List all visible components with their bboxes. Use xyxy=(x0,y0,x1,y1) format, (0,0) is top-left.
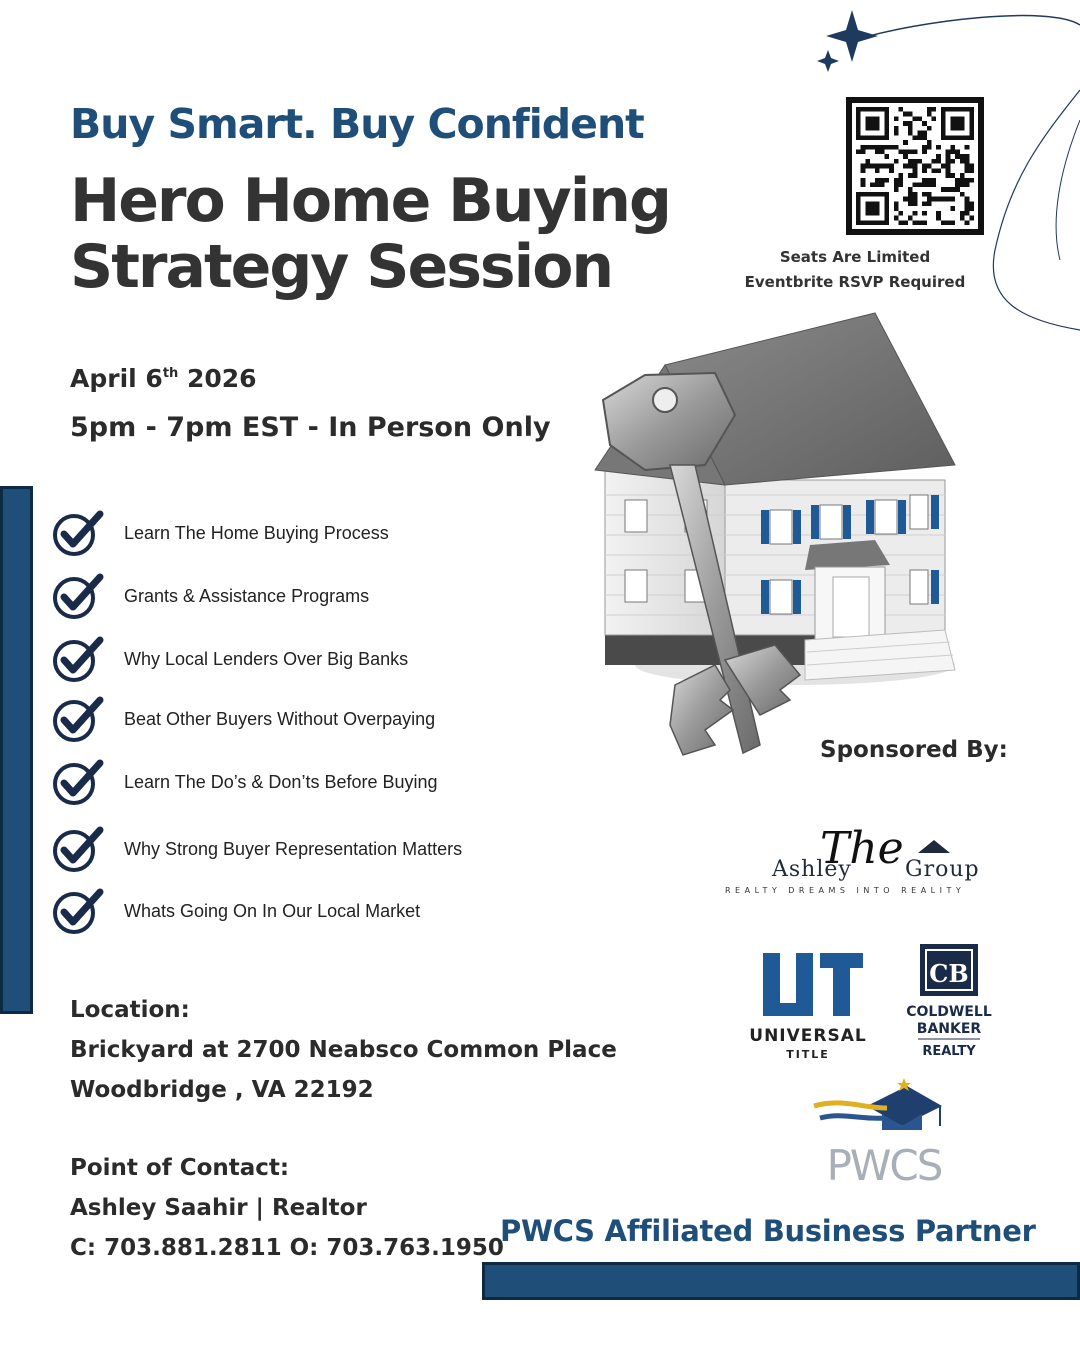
coldwell-banker-logo xyxy=(898,942,1008,1064)
event-time: 5pm - 7pm EST - In Person Only xyxy=(70,412,551,443)
rsvp-required-text: Eventbrite RSVP Required xyxy=(744,273,966,291)
checklist-item-text: Learn The Do’s & Don’ts Before Buying xyxy=(124,771,438,792)
location-address-line2: Woodbridge , VA 22192 xyxy=(70,1077,374,1103)
ashley-group-tagline: REALTY DREAMS INTO REALITY xyxy=(725,886,966,895)
ashley-word: Ashley xyxy=(772,857,852,882)
tagline: Buy Smart. Buy Confident xyxy=(70,100,644,148)
checkmark-icon xyxy=(50,694,108,744)
contact-name: Ashley Saahir | Realtor xyxy=(70,1195,367,1221)
checkmark-icon xyxy=(50,634,108,684)
left-accent-bar xyxy=(0,486,33,1014)
star-icon xyxy=(826,10,878,62)
list-item xyxy=(50,824,462,874)
checklist-item-text: Learn The Home Buying Process xyxy=(124,522,389,543)
coldwell-text: COLDWELL xyxy=(906,1004,992,1020)
partner-text: PWCS Affiliated Business Partner xyxy=(500,1214,1036,1248)
contact-phones: C: 703.881.2811 O: 703.763.1950 xyxy=(70,1235,504,1261)
graduation-cap-icon xyxy=(814,1078,942,1130)
star-icon xyxy=(817,50,839,72)
event-date xyxy=(70,364,257,393)
date-suffix: th xyxy=(162,366,179,381)
checklist-item-text: Why Local Lenders Over Big Banks xyxy=(124,648,409,669)
contact-heading: Point of Contact: xyxy=(70,1155,290,1181)
list-item xyxy=(50,508,389,558)
group-word: Group xyxy=(905,857,980,882)
checkmark-icon xyxy=(50,824,108,874)
banker-text: BANKER xyxy=(916,1021,982,1037)
realty-text: REALTY xyxy=(922,1044,976,1059)
pwcs-logo xyxy=(812,1078,957,1188)
list-item xyxy=(50,634,408,684)
checklist-item-text: Grants & Assistance Programs xyxy=(124,585,370,606)
date-month-day: April 6 xyxy=(70,364,163,393)
list-item xyxy=(50,694,435,744)
sponsored-by-heading: Sponsored By: xyxy=(820,737,1008,763)
title-line-2: Strategy Session xyxy=(70,232,613,302)
list-item xyxy=(50,571,369,621)
roof-icon xyxy=(918,840,950,853)
page-title xyxy=(70,168,670,300)
bottom-accent-bar xyxy=(482,1262,1080,1300)
svg-text:CB: CB xyxy=(929,959,969,988)
checklist-item-text: Why Strong Buyer Representation Matters xyxy=(124,838,463,859)
list-item xyxy=(50,886,420,936)
ashley-group-logo xyxy=(720,808,1030,908)
date-year: 2026 xyxy=(178,364,257,393)
list-item xyxy=(50,757,438,807)
universal-title-logo xyxy=(738,948,878,1063)
pwcs-text: PWCS xyxy=(826,1141,942,1188)
seats-limited-text: Seats Are Limited xyxy=(779,248,931,266)
title-line-1: Hero Home Buying xyxy=(70,166,670,236)
title-text: TITLE xyxy=(786,1048,830,1061)
location-heading: Location: xyxy=(70,997,190,1023)
checkmark-icon xyxy=(50,757,108,807)
checkmark-icon xyxy=(50,886,108,936)
universal-text: UNIVERSAL xyxy=(749,1026,867,1046)
the-word: The xyxy=(820,823,904,874)
rsvp-note xyxy=(730,245,980,295)
qr-code-icon[interactable] xyxy=(846,97,984,235)
checkmark-icon xyxy=(50,571,108,621)
house-key-illustration xyxy=(565,305,985,765)
checklist-item-text: Whats Going On In Our Local Market xyxy=(124,900,421,921)
checkmark-icon xyxy=(50,508,108,558)
checklist-item-text: Beat Other Buyers Without Overpaying xyxy=(124,708,436,729)
location-address-line1: Brickyard at 2700 Neabsco Common Place xyxy=(70,1037,617,1063)
